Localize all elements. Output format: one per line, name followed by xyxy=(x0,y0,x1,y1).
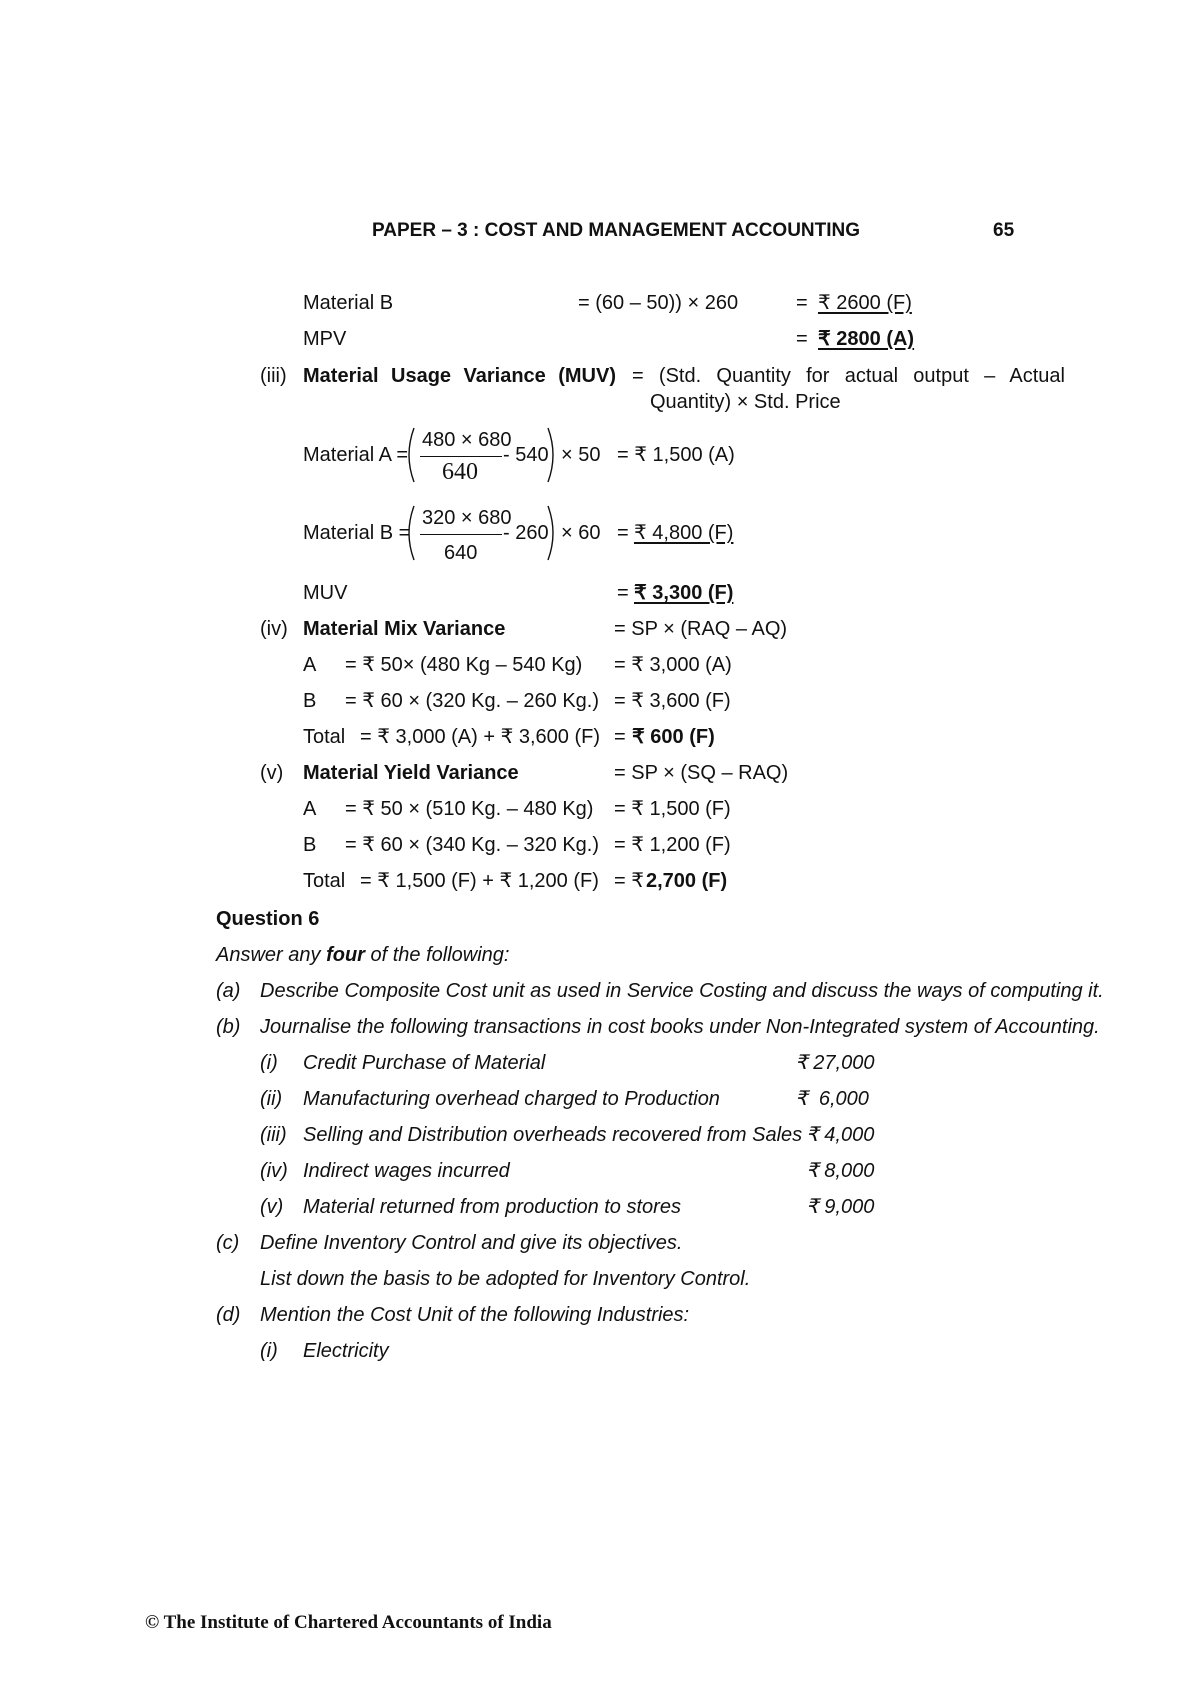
muv-a-mult: × 50 xyxy=(561,444,601,466)
d-item-1-num: (i) xyxy=(260,1340,278,1362)
page-number: 65 xyxy=(993,220,1015,241)
d-item-1-text: Electricity xyxy=(303,1340,389,1362)
question-d-text: Mention the Cost Unit of the following Industries: xyxy=(260,1304,690,1326)
mpv-material-b-label: Material B xyxy=(303,292,394,314)
mpv-material-b-result: ₹ 2600 (F) xyxy=(818,292,912,314)
b-item-4-num: (iv) xyxy=(260,1160,288,1182)
muv-b-fraction xyxy=(420,507,512,564)
yield-number: (v) xyxy=(260,762,284,784)
yield-formula: = SP × (SQ – RAQ) xyxy=(614,762,789,784)
mpv-total-label: MPV xyxy=(303,328,347,350)
muv-b-left-paren xyxy=(402,504,416,562)
b-item-5-text: Material returned from production to stores xyxy=(303,1196,681,1218)
muv-formula-line2: Quantity) × Std. Price xyxy=(650,391,841,413)
mpv-material-b-formula: = (60 – 50)) × 260 xyxy=(578,292,739,314)
mix-heading: Material Mix Variance xyxy=(303,618,506,640)
b-item-1-text: Credit Purchase of Material xyxy=(303,1052,546,1074)
mpv-total-eq: = xyxy=(796,328,808,350)
muv-b-denominator: 640 xyxy=(444,542,478,564)
page-footer: © The Institute of Chartered Accountants of India xyxy=(145,1612,552,1633)
b-item-3-amount: ₹ 4,000 xyxy=(806,1124,875,1146)
mix-formula: = SP × (RAQ – AQ) xyxy=(614,618,788,640)
b-item-5-amount: ₹ 9,000 xyxy=(806,1196,875,1218)
b-item-3-num: (iii) xyxy=(260,1124,287,1146)
mix-row-a-result: = ₹ 3,000 (A) xyxy=(614,654,732,676)
muv-a-numerator: 480 × 680 xyxy=(422,429,512,451)
muv-a-right-paren xyxy=(546,426,560,484)
yield-row-b-result: = ₹ 1,200 (F) xyxy=(614,834,731,856)
muv-b-result-eq: = xyxy=(617,522,629,544)
muv-a-denominator: 640 xyxy=(442,459,478,485)
mix-total-eq: = xyxy=(614,726,626,748)
muv-a-minus: - 540 xyxy=(503,444,549,466)
muv-heading: Material Usage Variance (MUV) xyxy=(303,365,616,387)
b-item-1-num: (i) xyxy=(260,1052,278,1074)
question-title: Question 6 xyxy=(216,908,320,930)
muv-a-label: Material A = xyxy=(303,444,409,466)
b-item-2-amount: ₹ 6,000 xyxy=(795,1088,869,1110)
muv-total-result: ₹ 3,300 (F) xyxy=(634,582,734,604)
b-item-4-amount: ₹ 8,000 xyxy=(806,1160,875,1182)
muv-b-fraction-bar xyxy=(420,534,502,535)
b-item-2-text: Manufacturing overhead charged to Production xyxy=(303,1088,720,1110)
mpv-total-result: ₹ 2800 (A) xyxy=(818,328,915,350)
question-d-label: (d) xyxy=(216,1304,241,1326)
question-c-text2: List down the basis to be adopted for Inventory Control. xyxy=(260,1268,751,1290)
muv-b-label: Material B = xyxy=(303,522,411,544)
b-item-2-num: (ii) xyxy=(260,1088,283,1110)
yield-total-calc: = ₹ 1,500 (F) + ₹ 1,200 (F) xyxy=(360,870,599,892)
muv-a-fraction-bar xyxy=(420,456,502,457)
muv-b-numerator: 320 × 680 xyxy=(422,507,512,529)
mix-total-result: ₹ 600 (F) xyxy=(632,726,715,748)
mix-row-b-result: = ₹ 3,600 (F) xyxy=(614,690,731,712)
question-b-text: Journalise the following transactions in cost books under Non-Integrated system of Accounting. xyxy=(260,1016,1100,1038)
question-c-label: (c) xyxy=(216,1232,240,1254)
mix-row-a-label: A xyxy=(303,654,317,676)
yield-row-b-calc: = ₹ 60 × (340 Kg. – 320 Kg.) xyxy=(345,834,600,856)
muv-total-label: MUV xyxy=(303,582,348,604)
question-instruction: Answer any four of the following: xyxy=(216,944,510,966)
muv-a-left-paren xyxy=(402,426,416,484)
question-a-text: Describe Composite Cost unit as used in Service Costing and discuss the ways of computing it. xyxy=(260,980,1104,1002)
muv-formula-line1: = (Std. Quantity for actual output – Actual xyxy=(632,365,1065,387)
mix-row-a-calc: = ₹ 50× (480 Kg – 540 Kg) xyxy=(345,654,583,676)
yield-heading: Material Yield Variance xyxy=(303,762,519,784)
yield-total-label: Total xyxy=(303,870,346,892)
muv-b-mult: × 60 xyxy=(561,522,601,544)
muv-b-result: ₹ 4,800 (F) xyxy=(634,522,734,544)
question-c-text1: Define Inventory Control and give its objectives. xyxy=(260,1232,683,1254)
question-a-label: (a) xyxy=(216,980,241,1002)
yield-row-b-label: B xyxy=(303,834,317,856)
muv-a-result: = ₹ 1,500 (A) xyxy=(617,444,735,466)
mix-total-label: Total xyxy=(303,726,346,748)
mix-total-calc: = ₹ 3,000 (A) + ₹ 3,600 (F) xyxy=(360,726,600,748)
muv-a-fraction xyxy=(420,429,512,486)
muv-total-eq: = xyxy=(617,582,629,604)
muv-number: (iii) xyxy=(260,365,287,387)
yield-row-a-result: = ₹ 1,500 (F) xyxy=(614,798,731,820)
mix-number: (iv) xyxy=(260,618,288,640)
yield-total-result: 2,700 (F) xyxy=(646,870,728,892)
mpv-material-b-eq: = xyxy=(796,292,808,314)
b-item-4-text: Indirect wages incurred xyxy=(303,1160,510,1182)
yield-row-a-calc: = ₹ 50 × (510 Kg. – 480 Kg) xyxy=(345,798,594,820)
b-item-5-num: (v) xyxy=(260,1196,284,1218)
page-header-title: PAPER – 3 : COST AND MANAGEMENT ACCOUNTING xyxy=(372,220,861,241)
mix-row-b-calc: = ₹ 60 × (320 Kg. – 260 Kg.) xyxy=(345,690,600,712)
muv-b-minus: - 260 xyxy=(503,522,549,544)
yield-total-eq: = ₹ xyxy=(614,870,644,892)
mix-row-b-label: B xyxy=(303,690,317,712)
b-item-1-amount: ₹ 27,000 xyxy=(795,1052,875,1074)
question-b-label: (b) xyxy=(216,1016,241,1038)
yield-row-a-label: A xyxy=(303,798,317,820)
muv-b-right-paren xyxy=(546,504,560,562)
b-item-3-text: Selling and Distribution overheads recovered from Sales xyxy=(303,1124,803,1146)
